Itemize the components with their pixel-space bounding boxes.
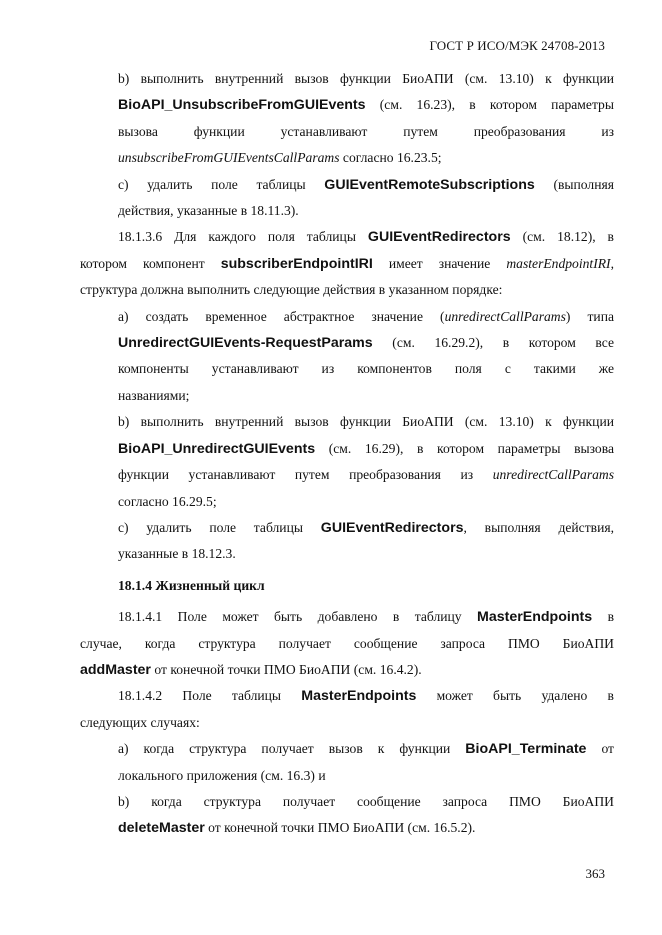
item-a-terminate-line2: локального приложения (см. 16.3) и xyxy=(118,767,326,783)
table-name: GUIEventRedirectors xyxy=(320,519,464,536)
param-name: unsubscribeFromGUIEventsCallParams xyxy=(118,150,340,166)
para-18141-line1: 18.1.4.1 Поле может быть добавлено в таблицу MasterEndpoints в xyxy=(118,609,614,626)
section-heading: 18.1.4 Жизненный цикл xyxy=(118,577,265,593)
item-b-delete-line2: deleteMaster от конечной точки ПМО БиоАПИ (см. 16.5.2). xyxy=(118,820,476,837)
para-18141-line2: случае, когда структура получает сообщение запроса ПМО БиоАПИ xyxy=(80,635,614,651)
function-name: BioAPI_UnsubscribeFromGUIEvents xyxy=(118,97,366,114)
message-name: deleteMaster xyxy=(118,820,205,837)
item-b-unredirect-line4: согласно 16.29.5; xyxy=(118,493,217,509)
table-name: MasterEndpoints xyxy=(477,609,593,626)
item-b-unredirect-line3: функции устанавливают путем преобразования из unredirectCallParams xyxy=(118,467,615,483)
para-18136-line1: 18.1.3.6 Для каждого поля таблицы GUIEventRedirectors (см. 18.12), в xyxy=(118,229,614,246)
table-name: GUIEventRedirectors xyxy=(367,229,511,246)
item-c-remote-line1: c) удалить поле таблицы GUIEventRemoteSubscriptions (выполняя xyxy=(118,176,614,193)
message-name: addMaster xyxy=(80,661,151,678)
item-b-unsubscribe-line3: вызова функции устанавливают путем преобразования из xyxy=(118,123,614,139)
item-b-unredirect-line1: b) выполнить внутренний вызов функции БиоАПИ (см. 13.10) к функции xyxy=(118,414,614,430)
function-name: BioAPI_Terminate xyxy=(465,741,587,758)
item-a-unredirect-line3: компоненты устанавливают из компонентов поля с такими же xyxy=(118,361,614,377)
table-name: GUIEventRemoteSubscriptions xyxy=(324,176,535,193)
para-18136-line2: котором компонент subscriberEndpointIRI имеет значение masterEndpointIRI, xyxy=(80,255,614,272)
item-a-terminate-line1: a) когда структура получает вызов к функции BioAPI_Terminate от xyxy=(118,741,614,758)
type-name: UnredirectGUIEvents-RequestParams xyxy=(118,335,373,352)
item-b-unsubscribe-line1: b) выполнить внутренний вызов функции БиоАПИ (см. 13.10) к функции xyxy=(118,71,614,86)
para-18141-line3: addMaster от конечной точки ПМО БиоАПИ (см. 16.4.2). xyxy=(80,661,422,678)
function-name: BioAPI_UnredirectGUIEvents xyxy=(118,440,316,457)
document-body xyxy=(80,66,614,842)
value-name: masterEndpointIRI xyxy=(506,255,611,271)
para-18142-line2: следующих случаях: xyxy=(80,714,200,730)
item-c-redirectors-line1: c) удалить поле таблицы GUIEventRedirectors, выполняя действия, xyxy=(118,519,615,536)
item-c-redirectors-line2: указанные в 18.12.3. xyxy=(118,546,236,562)
component-name: subscriberEndpointIRI xyxy=(220,255,373,272)
table-name: MasterEndpoints xyxy=(301,688,417,705)
item-b-unredirect-line2: BioAPI_UnredirectGUIEvents (см. 16.29), в котором параметры вызова xyxy=(118,440,614,457)
item-b-delete-line1: b) когда структура получает сообщение запроса ПМО БиоАПИ xyxy=(118,793,614,809)
item-a-unredirect-line2: UnredirectGUIEvents-RequestParams (см. 16.29.2), в котором все xyxy=(118,335,614,352)
item-b-unsubscribe-line4: unsubscribeFromGUIEventsCallParams согласно 16.23.5; xyxy=(118,150,442,166)
item-c-remote-line2: действия, указанные в 18.11.3). xyxy=(118,203,299,219)
item-a-unredirect-line1: a) создать временное абстрактное значение (unredirectCallParams) типа xyxy=(118,308,614,324)
item-a-unredirect-line4: названиями; xyxy=(118,387,190,403)
param-name: unredirectCallParams xyxy=(444,308,566,324)
para-18142-line1: 18.1.4.2 Поле таблицы MasterEndpoints может быть удалено в xyxy=(118,688,614,705)
standard-header: ГОСТ Р ИСО/МЭК 24708-2013 xyxy=(429,38,605,53)
item-b-unsubscribe-line2: BioAPI_UnsubscribeFromGUIEvents (см. 16.23), в котором параметры xyxy=(118,97,614,114)
para-18136-line3: структура должна выполнить следующие действия в указанном порядке: xyxy=(80,282,503,298)
param-name: unredirectCallParams xyxy=(492,467,615,483)
page-number: 363 xyxy=(585,866,605,881)
